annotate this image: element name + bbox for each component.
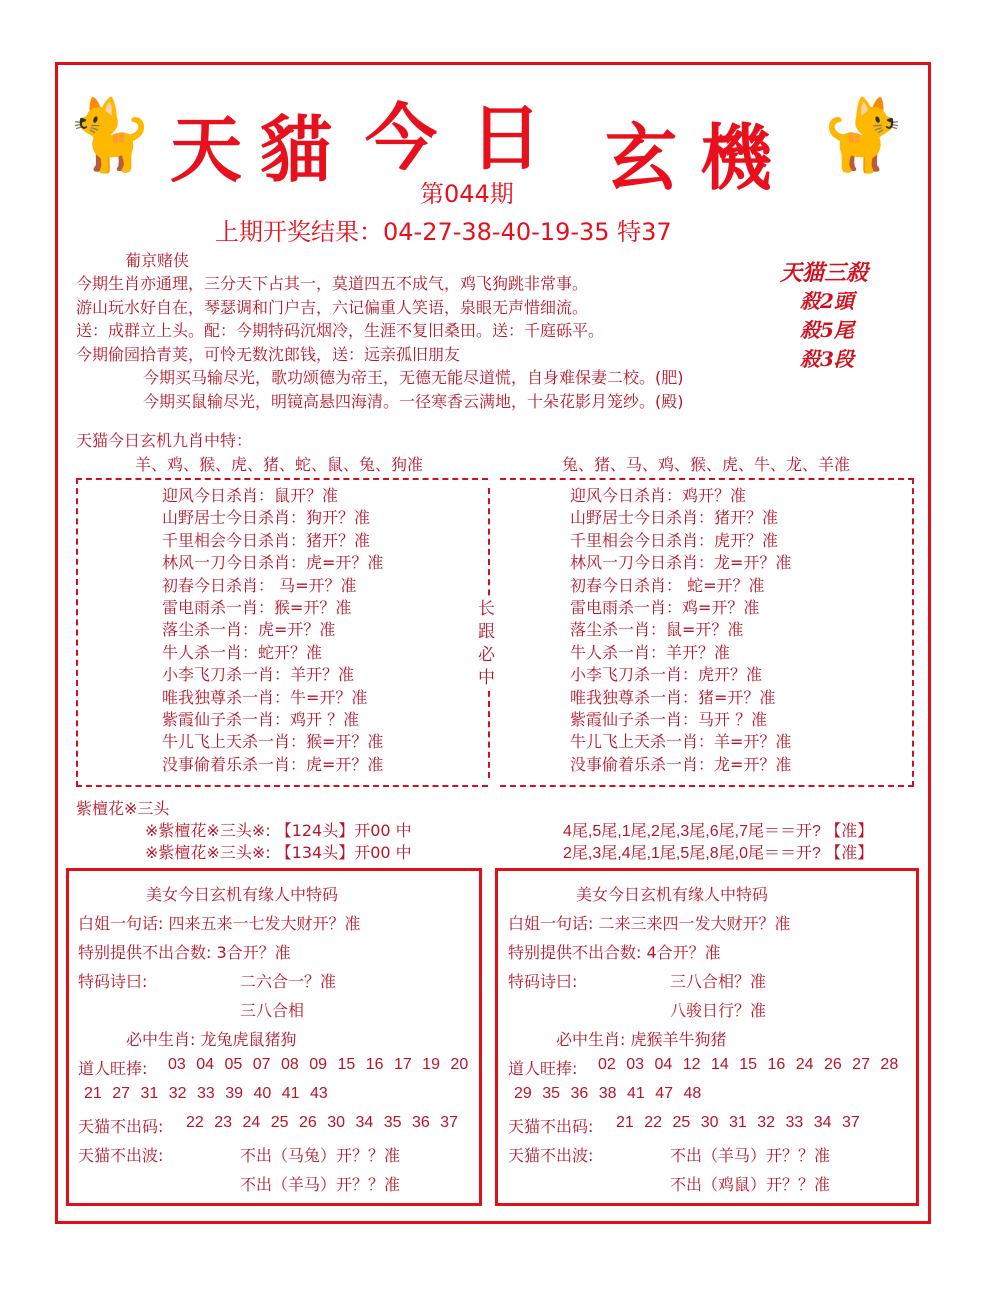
middle-label — [478, 598, 495, 690]
author: 葡京赌侠 — [125, 251, 190, 270]
nowave-line: 不出（羊马）开？？准 — [240, 1175, 401, 1194]
title-char: 貓 — [260, 107, 333, 192]
nocode-label: 天猫不出码: — [508, 1117, 594, 1136]
kill-list-item: 落尘杀一肖：虎=开？准 — [162, 620, 336, 640]
kill-list-item: 林风一刀今日杀肖：虎=开？准 — [162, 553, 384, 573]
kill-list-item: 没事偷着乐杀一肖：龙=开？准 — [570, 754, 792, 774]
kill-list-item: 牛儿飞上天杀一肖：猴=开？准 — [162, 732, 384, 752]
nocode-label: 天猫不出码: — [78, 1117, 164, 1136]
nocode-numbers: 21 22 25 30 31 32 33 34 37 — [616, 1114, 860, 1131]
title-char: 今 — [365, 95, 438, 180]
daoren-numbers: 03 04 05 07 08 09 15 16 17 19 20 — [168, 1056, 469, 1073]
kill-list-item: 牛人杀一肖：蛇开？准 — [162, 642, 323, 662]
kill-list-item: 千里相会今日杀肖：猪开？准 — [162, 530, 371, 550]
kill-list-item: 雷电雨杀一肖：猴=开？准 — [162, 598, 352, 618]
kill-list-item: 山野居士今日杀肖：狗开？准 — [162, 508, 371, 528]
kill-list-item: 迎风今日杀肖：鸡开？准 — [570, 486, 747, 505]
kill-list-item: 牛儿飞上天杀一肖：羊=开？准 — [570, 732, 792, 752]
middle-char: 必 — [478, 645, 495, 665]
poem-line: 二六合一？准 — [240, 972, 337, 991]
last-result: 上期开奖结果：04-27-38-40-19-35 特37 — [215, 218, 672, 246]
right-kill-list — [570, 485, 791, 776]
kill-list-item: 初春今日杀肖： 马=开？准 — [162, 575, 357, 595]
kill-list-item: 紫霞仙子杀一肖：鸡开 ？准 — [162, 710, 360, 730]
daoren-label: 道人旺捧: — [78, 1059, 148, 1078]
nine-title: 天猫今日玄机九肖中特： — [76, 431, 253, 450]
intro-line: 送：成群立上头。配：今期特码沉烟冷，生涯不复旧桑田。送：千庭砾平。 — [76, 321, 605, 340]
middle-char: 中 — [478, 668, 495, 688]
zitan-row: ※紫檀花※三头※: 【124头】开00 中 — [145, 821, 412, 840]
intro-line: 今期生肖亦通理，三分天下占其一，莫道四五不成气，鸡飞狗跳非常事。 — [76, 274, 589, 293]
kill-list-item: 紫霞仙子杀一肖：马开 ？准 — [570, 710, 768, 730]
kill-list-item: 雷电雨杀一肖：鸡=开？准 — [570, 598, 760, 618]
tails-row: 4尾,5尾,1尾,2尾,3尾,6尾,7尾＝＝开? 【准】 — [563, 823, 874, 840]
kill-list-item: 山野居士今日杀肖：猪开？准 — [570, 508, 779, 528]
intro-text — [76, 272, 684, 413]
left-kill-list — [162, 485, 383, 776]
issue-number: 第044期 — [420, 180, 514, 208]
daoren-numbers: 29 35 36 38 41 47 48 — [514, 1085, 702, 1102]
kill-list-item: 唯我独尊杀一肖：猪=开？准 — [570, 687, 776, 707]
intro-line: 今期偷园拾青荚，可怜无数沈郎钱，送：远亲孤旧朋友 — [76, 344, 461, 364]
tails-row: 2尾,3尾,4尾,1尾,5尾,8尾,0尾＝＝开? 【准】 — [563, 845, 874, 862]
title-char: 機 — [700, 115, 773, 200]
nowave-label: 天猫不出波: — [78, 1146, 164, 1165]
kill-item: 殺3段 — [800, 347, 854, 371]
daoren-numbers: 02 03 04 12 14 15 16 24 26 27 28 — [598, 1056, 899, 1073]
nocode-numbers: 22 23 24 25 26 30 34 35 36 37 — [186, 1114, 458, 1131]
middle-char: 长 — [478, 599, 495, 619]
zitan-title: 紫檀花※三头 — [76, 799, 170, 818]
kill-item: 殺5尾 — [800, 318, 854, 342]
daoren-label: 道人旺捧: — [508, 1059, 578, 1078]
box-title: 美女今日玄机有缘人中特码 — [576, 885, 769, 904]
poem-line: 三八合相？准 — [670, 972, 767, 991]
nine-left: 羊、鸡、猴、虎、猪、蛇、鼠、兔、狗准 — [135, 455, 424, 474]
nowave-label: 天猫不出波: — [508, 1146, 594, 1165]
kill-list-item: 初春今日杀肖： 蛇=开？准 — [570, 575, 765, 595]
middle-char: 跟 — [478, 622, 495, 642]
kill-list-item: 牛人杀一肖：羊开？准 — [570, 642, 731, 662]
kill-list-item: 落尘杀一肖：鼠=开？准 — [570, 620, 744, 640]
kill-list-item: 千里相会今日杀肖：虎开？准 — [570, 530, 779, 550]
poem-line: 三八合相 — [240, 1001, 305, 1020]
nowave-line: 不出（马兔）开？？准 — [240, 1146, 401, 1165]
title-char: 日 — [470, 95, 543, 180]
kill-list-item: 小李飞刀杀一肖：虎开？准 — [570, 665, 763, 685]
zitan-row: ※紫檀花※三头※: 【134头】开00 中 — [145, 843, 412, 862]
kill-list-item: 林风一刀今日杀肖：龙=开？准 — [570, 553, 792, 573]
title-char: 玄 — [605, 115, 678, 200]
cat-silhouette-right-icon: 🐈 — [820, 94, 908, 176]
poem-line: 八骏日行？准 — [670, 1001, 767, 1020]
nowave-line: 不出（鸡鼠）开？？准 — [670, 1175, 831, 1194]
hecount-line: 特别提供不出合数: 4合开？准 — [508, 943, 721, 962]
intro-line: 今期买马输尽光，歌功颂德为帝王，无德无能尽道慌，自身难保妻二校。(肥) — [143, 368, 684, 387]
box-title: 美女今日玄机有缘人中特码 — [146, 885, 339, 904]
baijie-line: 白姐一句话: 二来三来四一发大财开？准 — [508, 914, 791, 933]
kill-list-item: 小李飞刀杀一肖：羊开？准 — [162, 665, 355, 685]
hecount-line: 特别提供不出合数: 3合开？准 — [78, 943, 291, 962]
must-zodiac: 必中生肖: 虎猴羊牛狗猪 — [556, 1030, 727, 1049]
kill-list-item: 没事偷着乐杀一肖：虎=开？准 — [162, 754, 384, 774]
intro-line: 今期买鼠输尽光，明镜高悬四海清。一径寒香云满地，十朵花影月笼纱。(殿) — [143, 391, 684, 411]
nine-right: 兔、猪、马、鸡、猴、虎、牛、龙、羊准 — [562, 455, 851, 474]
kill-list-item: 唯我独尊杀一肖：牛=开？准 — [162, 687, 368, 707]
intro-line: 游山玩水好自在，琴瑟调和门户吉，六记偏重人笑语，泉眼无声惜细流。 — [76, 297, 589, 317]
daoren-numbers: 21 27 31 32 33 39 40 41 43 — [84, 1085, 328, 1102]
cat-silhouette-left-icon: 🐈 — [66, 94, 154, 176]
kill-item: 殺2頭 — [800, 289, 854, 313]
poem-label: 特码诗曰: — [508, 972, 578, 991]
title-char: 天 — [170, 107, 243, 192]
kill-title: 天猫三殺 — [780, 260, 869, 286]
baijie-line: 白姐一句话: 四来五来一七发大财开？准 — [78, 914, 361, 933]
poem-label: 特码诗曰: — [78, 972, 148, 991]
kill-list-item: 迎风今日杀肖：鼠开？准 — [162, 486, 339, 505]
must-zodiac: 必中生肖: 龙兔虎鼠猪狗 — [126, 1030, 297, 1049]
nowave-line: 不出（羊马）开？？准 — [670, 1146, 831, 1165]
